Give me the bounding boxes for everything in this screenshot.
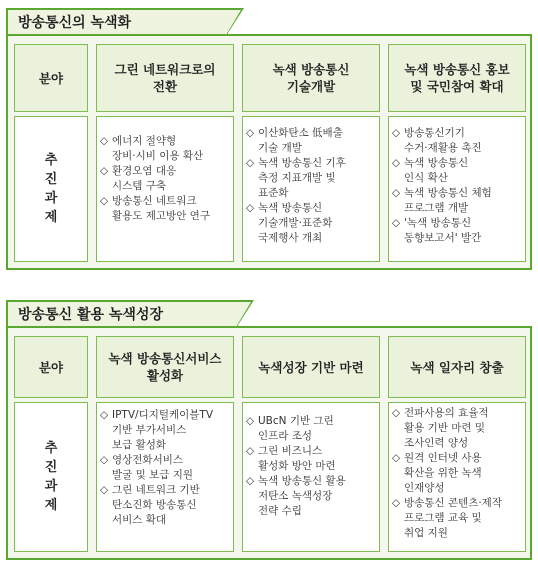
- list-item: ◇ '녹색 방송통신 동향보고서' 발간: [392, 217, 482, 244]
- list-item: ◇ 녹색 방송통신 기후 측정 지표개발 빛 표준화: [246, 157, 346, 199]
- section-green-broadcasting: [6, 8, 532, 270]
- section-title: 방송통신의 녹색화: [18, 15, 132, 31]
- row-label: 추 진 과 제: [44, 153, 58, 225]
- section-frame: [6, 326, 532, 560]
- list-item: ◇ 방송통신기기 수거·재활용 촉진: [392, 127, 482, 154]
- section-title: 방송통신 활용 녹색성장: [18, 307, 163, 323]
- list-item: ◇ 이산화탄소 低배출 기술 개발: [246, 127, 343, 154]
- list-item: ◇ 녹색 방송통신 체험 프로그램 개발: [392, 187, 492, 214]
- task-list: [100, 134, 234, 224]
- column-header-growth-base: 녹색성장 기반 마련: [242, 336, 380, 398]
- task-list: [392, 126, 526, 246]
- list-item: ◇ 영상전화서비스 발굴 및 보급 지원: [100, 454, 194, 481]
- list-item: ◇ 녹색 방송통신 인식 확산: [392, 157, 469, 184]
- list-item: ◇ 방송통신 콘텐츠·제작 프로그램 교육 및 취업 지원: [392, 497, 502, 539]
- list-item: ◇ UBcN 기반 그린 인프라 조성: [246, 415, 334, 442]
- row-label: 추 진 과 제: [44, 441, 58, 513]
- task-list: [246, 414, 380, 519]
- list-item: ◇ 전파사용의 효율적 활용 기반 마련 및 조사인력 양성: [392, 407, 489, 449]
- section-title-tab: [6, 8, 228, 34]
- column-header-green-jobs: 녹색 일자리 창출: [388, 336, 526, 398]
- column-header-promotion: 녹색 방송통신 홍보 및 국민참여 확대: [388, 44, 526, 112]
- list-item: ◇ 녹색 방송통신 기술개발·표준화 국제행사 개최: [246, 202, 333, 244]
- list-item: ◇ 그린 네트워크 기반 탄소진화 방송통신 서비스 확대: [100, 484, 200, 526]
- column-header-green-network: 그린 네트워크로의 전환: [96, 44, 234, 112]
- column-header-green-tech: 녹색 방송통신 기술개발: [242, 44, 380, 112]
- task-list: [246, 126, 380, 246]
- list-item: ◇ 방송통신 네트워크 활용도 제고방안 연구: [100, 195, 210, 222]
- list-item: ◇ 원격 인터넷 사용 확산을 위한 녹색 인재양성: [392, 452, 482, 494]
- list-item: ◇ IPTV/디지털케이블TV 기반 부가서비스 보급 활성화: [100, 409, 214, 451]
- field-label-cell: 분야: [14, 336, 88, 398]
- column-header-green-services: 녹색 방송통신서비스 활성화: [96, 336, 234, 398]
- task-list: [100, 408, 234, 528]
- list-item: ◇ 녹색 방송통신 활용 저탄소 녹색성장 전략 수립: [246, 475, 346, 517]
- field-label-cell: 분야: [14, 44, 88, 112]
- section-green-growth: [6, 300, 532, 560]
- list-item: ◇ 에너지 절약형 장비·시비 이용 확산: [100, 135, 204, 162]
- list-item: ◇ 환경오염 대응 시스템 구축: [100, 165, 177, 192]
- task-list: [392, 406, 526, 541]
- section-frame: [6, 34, 532, 270]
- section-title-tab: [6, 300, 238, 326]
- list-item: ◇ 그린 비즈니스 활성화 방안 마련: [246, 445, 336, 472]
